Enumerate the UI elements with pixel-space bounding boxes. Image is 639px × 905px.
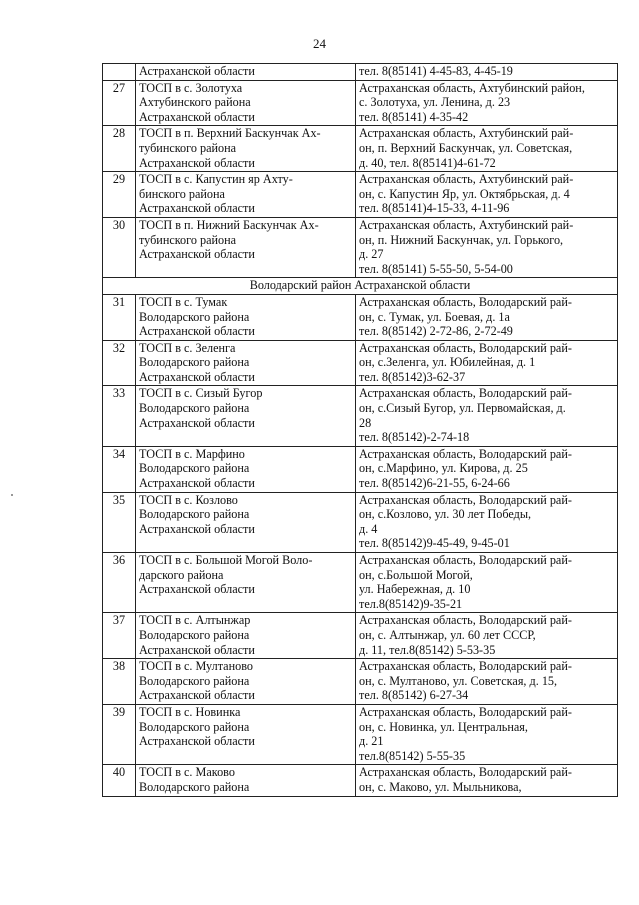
registry-table	[102, 63, 618, 797]
row-number: 40	[103, 765, 136, 796]
address-line: тел. 8(85141) 4-35-42	[359, 109, 469, 124]
address-cell	[356, 446, 618, 492]
office-name-line: Володарского района	[139, 355, 250, 370]
office-name-line: Астраханской области	[139, 688, 255, 703]
office-name-line: ТОСП в с. Маково	[139, 765, 235, 780]
office-name-line: Астраханской области	[139, 642, 255, 657]
address-line: Астраханская область, Володарский рай-	[359, 659, 572, 674]
row-number: 37	[103, 613, 136, 659]
address-line: он, п. Верхний Баскунчак, ул. Советская,	[359, 140, 573, 155]
address-line: тел. 8(85141)4-15-33, 4-11-96	[359, 201, 510, 216]
address-line: тел. 8(85142) 6-27-34	[359, 688, 469, 703]
address-line: Астраханская область, Ахтубинский рай-	[359, 126, 574, 141]
office-name-line: Ахтубинского района	[139, 95, 251, 110]
row-number: 31	[103, 294, 136, 340]
table-row	[103, 704, 618, 764]
address-line: он, с. Мултаново, ул. Советская, д. 15,	[359, 673, 558, 688]
office-name-cell	[136, 553, 356, 613]
address-line: д. 27	[359, 247, 384, 262]
address-cell	[356, 126, 618, 172]
office-name-cell	[136, 386, 356, 446]
address-line: тел. 8(85142)9-45-49, 9-45-01	[359, 536, 510, 551]
office-name-line: ТОСП в с. Козлово	[139, 492, 238, 507]
address-line: он, с. Тумак, ул. Боевая, д. 1а	[359, 309, 510, 324]
address-cell	[356, 64, 618, 81]
page-number: 24	[313, 36, 326, 51]
address-line: д. 4	[359, 521, 378, 536]
address-cell	[356, 80, 618, 126]
office-name-line: ТОСП в с. Тумак	[139, 294, 228, 309]
address-line: тел. 8(85141) 4-45-83, 4-45-19	[359, 64, 513, 78]
table-row	[103, 217, 618, 277]
address-line: он, с. Алтынжар, ул. 60 лет СССР,	[359, 627, 536, 642]
row-number: 29	[103, 172, 136, 218]
address-cell	[356, 340, 618, 386]
row-number: 33	[103, 386, 136, 446]
row-number: 35	[103, 492, 136, 552]
address-line: Астраханская область, Володарский рай-	[359, 446, 572, 461]
address-line: Астраханская область, Володарский рай-	[359, 704, 572, 719]
row-number: 38	[103, 659, 136, 705]
office-name-line: ТОСП в с. Марфино	[139, 446, 245, 461]
office-name-cell	[136, 613, 356, 659]
address-cell	[356, 294, 618, 340]
office-name-cell	[136, 126, 356, 172]
table-row	[103, 613, 618, 659]
address-line: Астраханская область, Володарский рай-	[359, 340, 572, 355]
address-line: тел. 8(85142) 2-72-86, 2-72-49	[359, 324, 513, 339]
row-number: 36	[103, 553, 136, 613]
row-number: 30	[103, 217, 136, 277]
address-line: он, п. Нижний Баскунчак, ул. Горького,	[359, 232, 564, 247]
scan-speck	[11, 494, 13, 496]
address-line: тел. 8(85141) 5-55-50, 5-54-00	[359, 261, 513, 276]
table-row	[103, 492, 618, 552]
address-line: он, с.Большой Могой,	[359, 567, 473, 582]
address-line: Астраханская область, Ахтубинский рай-	[359, 172, 574, 187]
row-number	[103, 64, 136, 81]
office-name-line: Астраханской области	[139, 582, 255, 597]
address-cell	[356, 492, 618, 552]
office-name-line: Володарского района	[139, 719, 250, 734]
office-name-cell	[136, 659, 356, 705]
address-cell	[356, 613, 618, 659]
address-cell	[356, 765, 618, 796]
address-line: ул. Набережная, д. 10	[359, 582, 471, 597]
address-line: тел. 8(85142)6-21-55, 6-24-66	[359, 476, 510, 491]
office-name-line: Володарского района	[139, 673, 250, 688]
address-line: д. 11, тел.8(85142) 5-53-35	[359, 642, 496, 657]
office-name-line: ТОСП в с. Сизый Бугор	[139, 386, 263, 401]
section-header-row	[103, 278, 618, 295]
office-name-line: Астраханской области	[139, 521, 255, 536]
address-line: он, с.Сизый Бугор, ул. Первомайская, д.	[359, 401, 566, 416]
office-name-line: Астраханской области	[139, 476, 255, 491]
address-line: он, с. Капустин Яр, ул. Октябрьская, д. 4	[359, 186, 570, 201]
office-name-line: Володарского района	[139, 309, 250, 324]
office-name-line: ТОСП в с. Зеленга	[139, 340, 236, 355]
address-line: тел.8(85142) 5-55-35	[359, 748, 466, 763]
office-name-line: тубинского района	[139, 140, 237, 155]
table-row	[103, 446, 618, 492]
office-name-cell	[136, 704, 356, 764]
office-name-cell	[136, 217, 356, 277]
office-name-cell	[136, 172, 356, 218]
address-cell	[356, 217, 618, 277]
address-line: Астраханская область, Володарский рай-	[359, 553, 572, 567]
office-name-line: ТОСП в п. Верхний Баскунчак Ах-	[139, 126, 321, 141]
address-line: д. 40, тел. 8(85141)4-61-72	[359, 155, 496, 170]
office-name-cell	[136, 340, 356, 386]
office-name-line: ТОСП в с. Алтынжар	[139, 613, 251, 628]
address-line: он, с. Маково, ул. Мыльникова,	[359, 779, 522, 794]
table-row	[103, 765, 618, 796]
table-row	[103, 80, 618, 126]
address-cell	[356, 659, 618, 705]
table-row	[103, 659, 618, 705]
office-name-line: Астраханской области	[139, 324, 255, 339]
office-name-cell	[136, 294, 356, 340]
office-name-cell	[136, 492, 356, 552]
address-line: он, с.Козлово, ул. 30 лет Победы,	[359, 507, 532, 522]
address-cell	[356, 553, 618, 613]
table-row	[103, 340, 618, 386]
address-line: Астраханская область, Ахтубинский район,	[359, 80, 585, 95]
address-line: он, с.Зеленга, ул. Юбилейная, д. 1	[359, 355, 536, 370]
office-name-line: Володарского района	[139, 401, 250, 416]
address-line: с. Золотуха, ул. Ленина, д. 23	[359, 95, 511, 110]
table-row	[103, 553, 618, 613]
address-line: Астраханская область, Володарский рай-	[359, 765, 572, 780]
office-name-line: Володарского района	[139, 507, 250, 522]
office-name-line: дарского района	[139, 567, 224, 582]
row-number: 32	[103, 340, 136, 386]
office-name-line: Володарского района	[139, 461, 250, 476]
office-name-cell	[136, 446, 356, 492]
table-row	[103, 172, 618, 218]
office-name-cell	[136, 80, 356, 126]
office-name-line: Астраханской области	[139, 109, 255, 124]
table-row	[103, 64, 618, 81]
address-line: Астраханская область, Володарский рай-	[359, 492, 572, 507]
office-name-line: ТОСП в п. Нижний Баскунчак Ах-	[139, 217, 319, 232]
section-title: Володарский район Астраханской области	[103, 278, 618, 295]
address-line: тел. 8(85142)3-62-37	[359, 369, 466, 384]
address-line: Астраханская область, Ахтубинский рай-	[359, 217, 574, 232]
office-name-line: Астраханской области	[139, 369, 255, 384]
office-name-line: ТОСП в с. Золотуха	[139, 80, 243, 95]
address-line: он, с. Новинка, ул. Центральная,	[359, 719, 528, 734]
address-line: Астраханская область, Володарский рай-	[359, 386, 572, 401]
address-line: Астраханская область, Володарский рай-	[359, 294, 572, 309]
office-name-line: Астраханской области	[139, 201, 255, 216]
address-line: Астраханская область, Володарский рай-	[359, 613, 572, 628]
office-name-line: ТОСП в с. Капустин яр Ахту-	[139, 172, 293, 187]
row-number: 34	[103, 446, 136, 492]
office-name-line: ТОСП в с. Мултаново	[139, 659, 253, 674]
address-line: 28	[359, 415, 372, 430]
address-cell	[356, 704, 618, 764]
address-cell	[356, 386, 618, 446]
row-number: 28	[103, 126, 136, 172]
address-line: тел.8(85142)9-35-21	[359, 596, 463, 611]
office-name-line: Астраханской области	[139, 247, 255, 262]
office-name-line: Астраханской области	[139, 64, 255, 78]
table-row	[103, 294, 618, 340]
office-name-line: Володарского района	[139, 627, 250, 642]
registry-table-body	[103, 64, 618, 797]
office-name-line: Астраханской области	[139, 734, 255, 749]
office-name-line: Астраханской области	[139, 415, 255, 430]
row-number: 39	[103, 704, 136, 764]
office-name-line: тубинского района	[139, 232, 237, 247]
office-name-line: ТОСП в с. Большой Могой Воло-	[139, 553, 313, 567]
row-number: 27	[103, 80, 136, 126]
office-name-line: Володарского района	[139, 779, 250, 794]
address-line: тел. 8(85142)-2-74-18	[359, 430, 470, 445]
office-name-cell	[136, 765, 356, 796]
office-name-line: Астраханской области	[139, 155, 255, 170]
office-name-line: ТОСП в с. Новинка	[139, 704, 241, 719]
address-line: д. 21	[359, 734, 384, 749]
office-name-cell	[136, 64, 356, 81]
office-name-line: бинского района	[139, 186, 225, 201]
table-row	[103, 126, 618, 172]
table-row	[103, 386, 618, 446]
address-cell	[356, 172, 618, 218]
address-line: он, с.Марфино, ул. Кирова, д. 25	[359, 461, 528, 476]
